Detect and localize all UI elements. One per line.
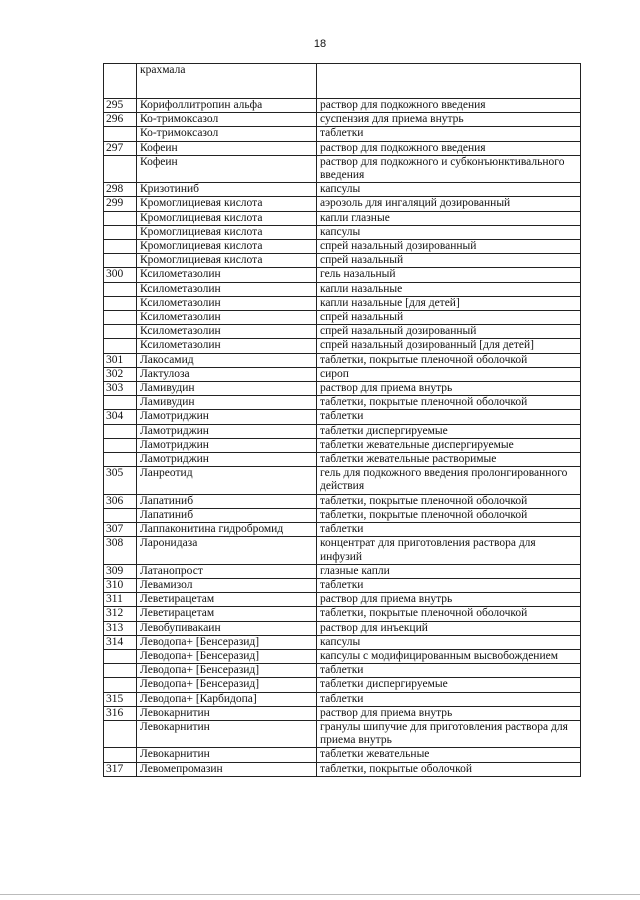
table-row [104,424,581,438]
drug-name: Корифоллитропин альфа [137,99,317,113]
table-row [104,296,581,310]
row-number: 311 [104,593,137,607]
drug-name: Ко-тримоксазол [137,127,317,141]
drug-name: Кризотиниб [137,183,317,197]
dosage-form: спрей назальный дозированный [317,325,581,339]
table-row [104,268,581,282]
dosage-form: гранулы шипучие для приготовления раствора для приема внутрь [317,720,581,747]
drug-name: Ксилометазолин [137,339,317,353]
table-row [104,664,581,678]
dosage-form: капли глазные [317,211,581,225]
row-number: 300 [104,268,137,282]
table-row [104,762,581,776]
dosage-form [317,64,581,99]
dosage-form: спрей назальный [317,311,581,325]
dosage-form: таблетки [317,692,581,706]
row-number [104,155,137,182]
row-number: 307 [104,523,137,537]
drug-name: Кромоглициевая кислота [137,254,317,268]
row-number: 298 [104,183,137,197]
drug-name: Леводопа+ [Бенсеразид] [137,664,317,678]
dosage-form: спрей назальный дозированный [317,240,581,254]
dosage-form: таблетки диспергируемые [317,424,581,438]
drug-name: Кофеин [137,155,317,182]
drug-name: Ламивудин [137,396,317,410]
drug-name: Кофеин [137,141,317,155]
drug-name: Леводопа+ [Бенсеразид] [137,649,317,663]
drug-name: Леветирацетам [137,607,317,621]
dosage-form: таблетки [317,410,581,424]
page-number: 18 [313,38,327,50]
table-row [104,225,581,239]
table-row [104,692,581,706]
row-number: 297 [104,141,137,155]
row-number: 314 [104,635,137,649]
drug-name: крахмала [137,64,317,99]
row-number: 310 [104,578,137,592]
row-number: 304 [104,410,137,424]
table-row [104,564,581,578]
dosage-form: таблетки, покрытые пленочной оболочкой [317,396,581,410]
dosage-form: таблетки, покрытые пленочной оболочкой [317,494,581,508]
dosage-form: раствор для подкожного введения [317,99,581,113]
table-row [104,635,581,649]
dosage-form: раствор для подкожного и субконъюнктивального введения [317,155,581,182]
row-number: 299 [104,197,137,211]
table-row [104,748,581,762]
row-number: 302 [104,367,137,381]
dosage-form: таблетки [317,578,581,592]
drug-name: Левомепромазин [137,762,317,776]
drug-name: Левокарнитин [137,748,317,762]
drug-name: Левобупивакаин [137,621,317,635]
table-row [104,382,581,396]
row-number [104,508,137,522]
drug-name: Левокарнитин [137,720,317,747]
table-row [104,240,581,254]
drug-name: Ламивудин [137,382,317,396]
table-row [104,325,581,339]
row-number [104,664,137,678]
dosage-form: суспензия для приема внутрь [317,113,581,127]
dosage-form: таблетки [317,664,581,678]
dosage-form: спрей назальный [317,254,581,268]
drug-name: Ксилометазолин [137,325,317,339]
table-row [104,282,581,296]
row-number: 305 [104,467,137,494]
table-row [104,113,581,127]
drug-name: Леводопа+ [Карбидопа] [137,692,317,706]
dosage-form: гель назальный [317,268,581,282]
bottom-rule [0,894,640,895]
dosage-form: капсулы [317,183,581,197]
drug-name: Лапатиниб [137,508,317,522]
table-row [104,211,581,225]
drug-name: Лапатиниб [137,494,317,508]
drug-name: Ланреотид [137,467,317,494]
table-row [104,438,581,452]
table-row [104,64,581,99]
drug-name: Ламотриджин [137,424,317,438]
row-number [104,438,137,452]
table-row [104,396,581,410]
table-row [104,508,581,522]
table-row [104,410,581,424]
table-row [104,523,581,537]
dosage-form: капсулы [317,635,581,649]
dosage-form: таблетки [317,127,581,141]
row-number [104,424,137,438]
row-number: 316 [104,706,137,720]
drug-name: Ламотриджин [137,410,317,424]
row-number [104,748,137,762]
row-number: 296 [104,113,137,127]
row-number [104,296,137,310]
table-row [104,367,581,381]
dosage-form: глазные капли [317,564,581,578]
drug-table [103,63,581,777]
drug-name: Ксилометазолин [137,311,317,325]
drug-name: Ламотриджин [137,438,317,452]
row-number [104,211,137,225]
row-number [104,649,137,663]
table-row [104,353,581,367]
row-number: 312 [104,607,137,621]
dosage-form: раствор для приема внутрь [317,593,581,607]
drug-name: Ко-тримоксазол [137,113,317,127]
table-row [104,339,581,353]
drug-name: Кромоглициевая кислота [137,225,317,239]
row-number [104,339,137,353]
dosage-form: раствор для подкожного введения [317,141,581,155]
dosage-form: раствор для инъекций [317,621,581,635]
row-number: 306 [104,494,137,508]
row-number [104,127,137,141]
row-number: 313 [104,621,137,635]
row-number [104,396,137,410]
dosage-form: таблетки диспергируемые [317,678,581,692]
dosage-form: концентрат для приготовления раствора для инфузий [317,537,581,564]
dosage-form: раствор для приема внутрь [317,706,581,720]
row-number [104,240,137,254]
dosage-form: гель для подкожного введения пролонгированного действия [317,467,581,494]
drug-name: Ларонидаза [137,537,317,564]
dosage-form: капли назальные [317,282,581,296]
table-row [104,141,581,155]
table-row [104,621,581,635]
row-number [104,254,137,268]
dosage-form: спрей назальный дозированный [для детей] [317,339,581,353]
dosage-form: таблетки жевательные диспергируемые [317,438,581,452]
table-row [104,607,581,621]
dosage-form: таблетки, покрытые пленочной оболочкой [317,508,581,522]
table-row [104,453,581,467]
row-number [104,282,137,296]
table-row [104,155,581,182]
drug-name: Кромоглициевая кислота [137,197,317,211]
row-number: 303 [104,382,137,396]
dosage-form: таблетки [317,523,581,537]
table-row [104,494,581,508]
drug-name: Левамизол [137,578,317,592]
drug-table-body [104,64,581,777]
drug-name: Леветирацетам [137,593,317,607]
dosage-form: капли назальные [для детей] [317,296,581,310]
drug-name: Леводопа+ [Бенсеразид] [137,635,317,649]
drug-name: Кромоглициевая кислота [137,240,317,254]
table-row [104,593,581,607]
table-row [104,467,581,494]
row-number [104,225,137,239]
table-row [104,720,581,747]
row-number: 295 [104,99,137,113]
dosage-form: капсулы [317,225,581,239]
table-row [104,706,581,720]
drug-name: Лактулоза [137,367,317,381]
drug-name: Кромоглициевая кислота [137,211,317,225]
row-number: 317 [104,762,137,776]
drug-name: Ксилометазолин [137,268,317,282]
row-number: 309 [104,564,137,578]
drug-name: Лакосамид [137,353,317,367]
dosage-form: сироп [317,367,581,381]
row-number [104,678,137,692]
table-row [104,537,581,564]
row-number [104,325,137,339]
dosage-form: раствор для приема внутрь [317,382,581,396]
drug-name: Латанопрост [137,564,317,578]
table-row [104,578,581,592]
dosage-form: таблетки, покрытые пленочной оболочкой [317,353,581,367]
table-row [104,127,581,141]
row-number: 301 [104,353,137,367]
row-number: 315 [104,692,137,706]
drug-name: Ксилометазолин [137,296,317,310]
drug-name: Ламотриджин [137,453,317,467]
dosage-form: капсулы с модифицированным высвобождением [317,649,581,663]
dosage-form: таблетки, покрытые оболочкой [317,762,581,776]
dosage-form: таблетки жевательные растворимые [317,453,581,467]
dosage-form: таблетки жевательные [317,748,581,762]
table-row [104,197,581,211]
row-number [104,311,137,325]
row-number [104,720,137,747]
dosage-form: аэрозоль для ингаляций дозированный [317,197,581,211]
table-row [104,99,581,113]
table-row [104,649,581,663]
drug-name: Лаппаконитина гидробромид [137,523,317,537]
drug-name: Леводопа+ [Бенсеразид] [137,678,317,692]
dosage-form: таблетки, покрытые пленочной оболочкой [317,607,581,621]
row-number [104,453,137,467]
drug-name: Левокарнитин [137,706,317,720]
table-row [104,254,581,268]
row-number [104,64,137,99]
drug-name: Ксилометазолин [137,282,317,296]
table-row [104,183,581,197]
row-number: 308 [104,537,137,564]
table-row [104,678,581,692]
table-row [104,311,581,325]
